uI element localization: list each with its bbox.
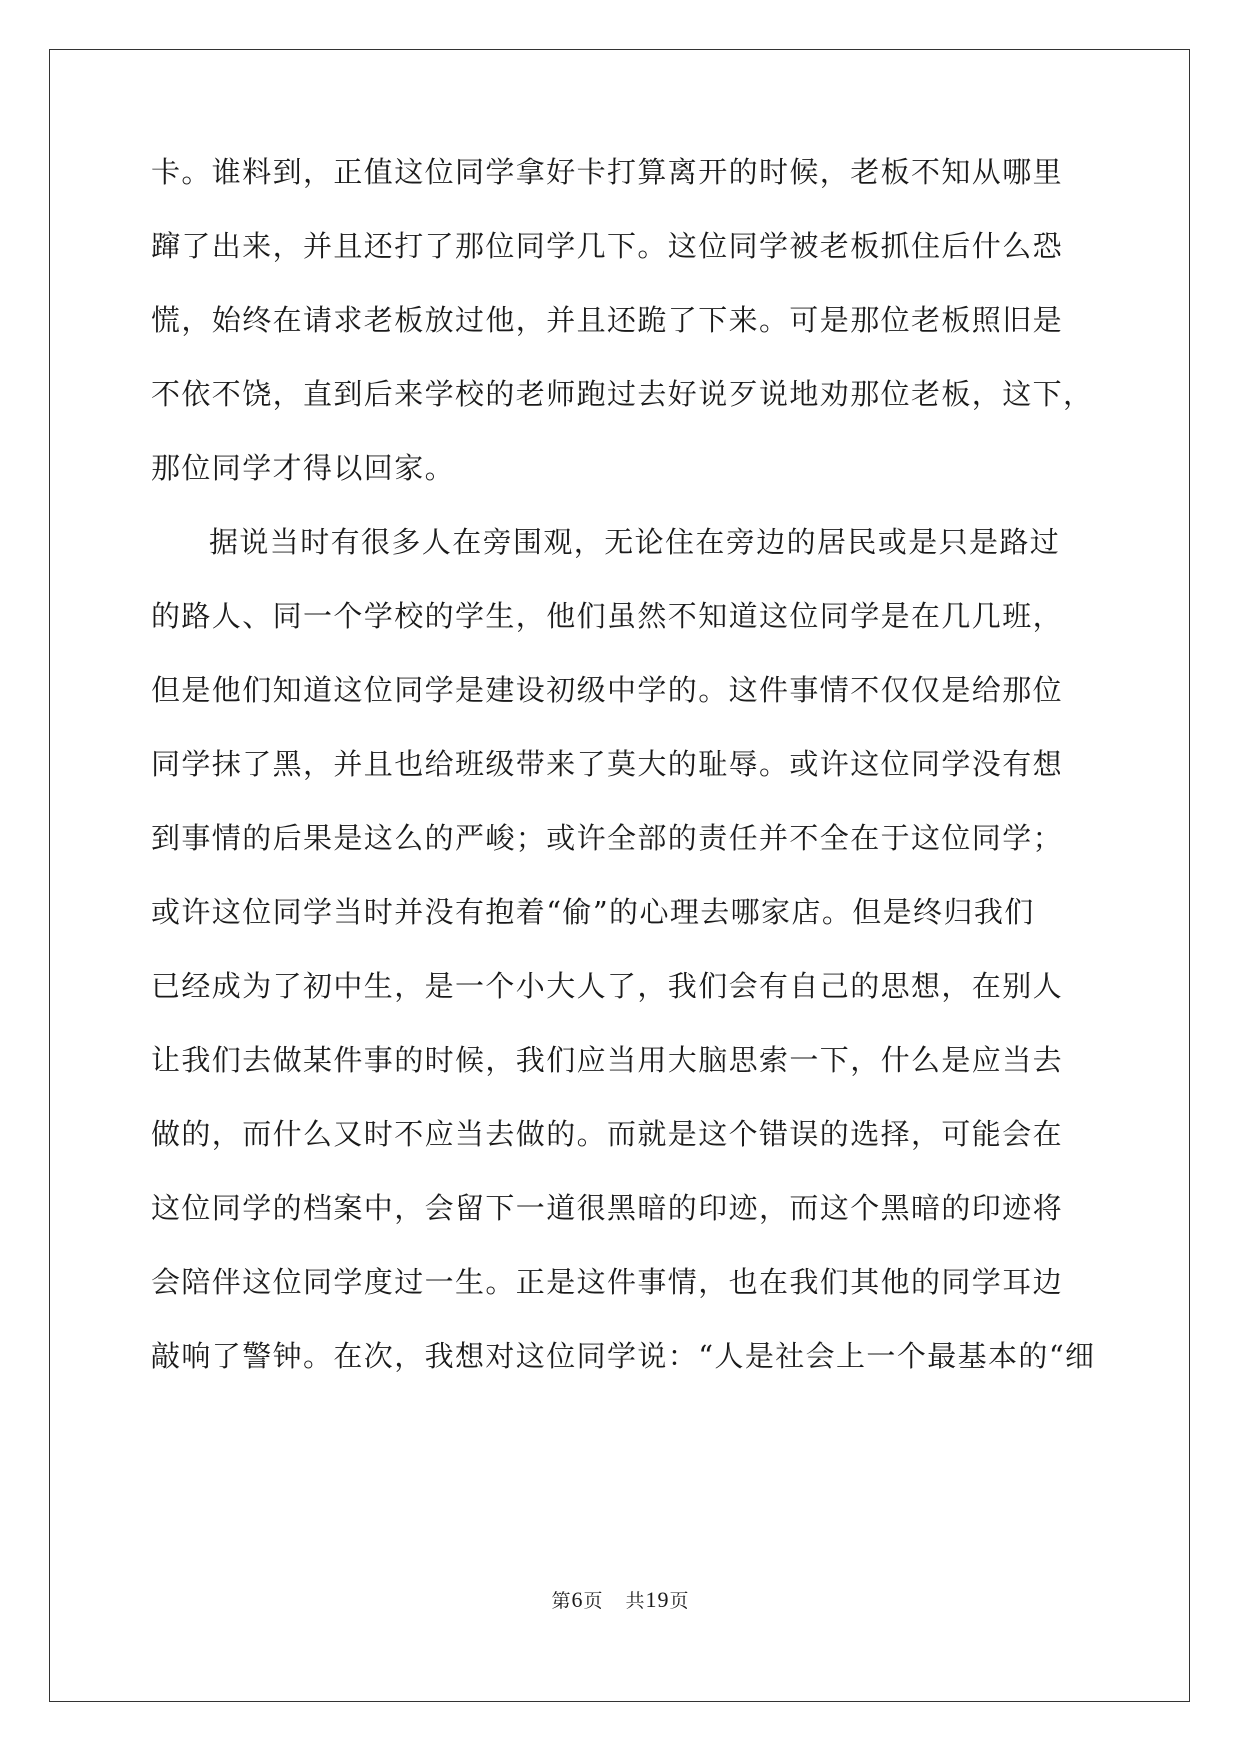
text-line: 这位同学的档案中，会留下一道很黑暗的印迹，而这个黑暗的印迹将 [151, 1191, 1064, 1225]
text-line: 做的，而什么又时不应当去做的。而就是这个错误的选择，可能会在 [151, 1117, 1064, 1151]
text-line: 蹿了出来，并且还打了那位同学几下。这位同学被老板抓住后什么恐 [151, 229, 1064, 263]
text-line: 已经成为了初中生，是一个小大人了，我们会有自己的思想，在别人 [151, 969, 1064, 1003]
text-line: 但是他们知道这位同学是建设初级中学的。这件事情不仅仅是给那位 [151, 673, 1064, 707]
text-line: 敲响了警钟。在次，我想对这位同学说：“人是社会上一个最基本的“细 [151, 1339, 1096, 1373]
page-footer [0, 1588, 1241, 1613]
text-line: 会陪伴这位同学度过一生。正是这件事情，也在我们其他的同学耳边 [151, 1265, 1064, 1299]
text-line: 同学抹了黑，并且也给班级带来了莫大的耻辱。或许这位同学没有想 [151, 747, 1064, 781]
paragraph-first-line: 据说当时有很多人在旁围观，无论住在旁边的居民或是只是路过 [209, 525, 1061, 559]
text-line: 或许这位同学当时并没有抱着“偷”的心理去哪家店。但是终归我们 [151, 895, 1035, 929]
text-line: 不依不饶，直到后来学校的老师跑过去好说歹说地劝那位老板，这下， [151, 377, 1094, 411]
text-line: 慌，始终在请求老板放过他，并且还跪了下来。可是那位老板照旧是 [151, 303, 1064, 337]
text-line: 到事情的后果是这么的严峻；或许全部的责任并不全在于这位同学； [151, 821, 1064, 855]
page-border [49, 49, 1190, 1702]
page-total: 共19页 [625, 1587, 690, 1612]
text-line: 那位同学才得以回家。 [151, 451, 456, 485]
text-line: 卡。谁料到，正值这位同学拿好卡打算离开的时候，老板不知从哪里 [151, 155, 1064, 189]
page-number: 第6页 [551, 1587, 604, 1612]
text-line: 让我们去做某件事的时候，我们应当用大脑思索一下，什么是应当去 [151, 1043, 1064, 1077]
text-line: 的路人、同一个学校的学生，他们虽然不知道这位同学是在几几班， [151, 599, 1064, 633]
